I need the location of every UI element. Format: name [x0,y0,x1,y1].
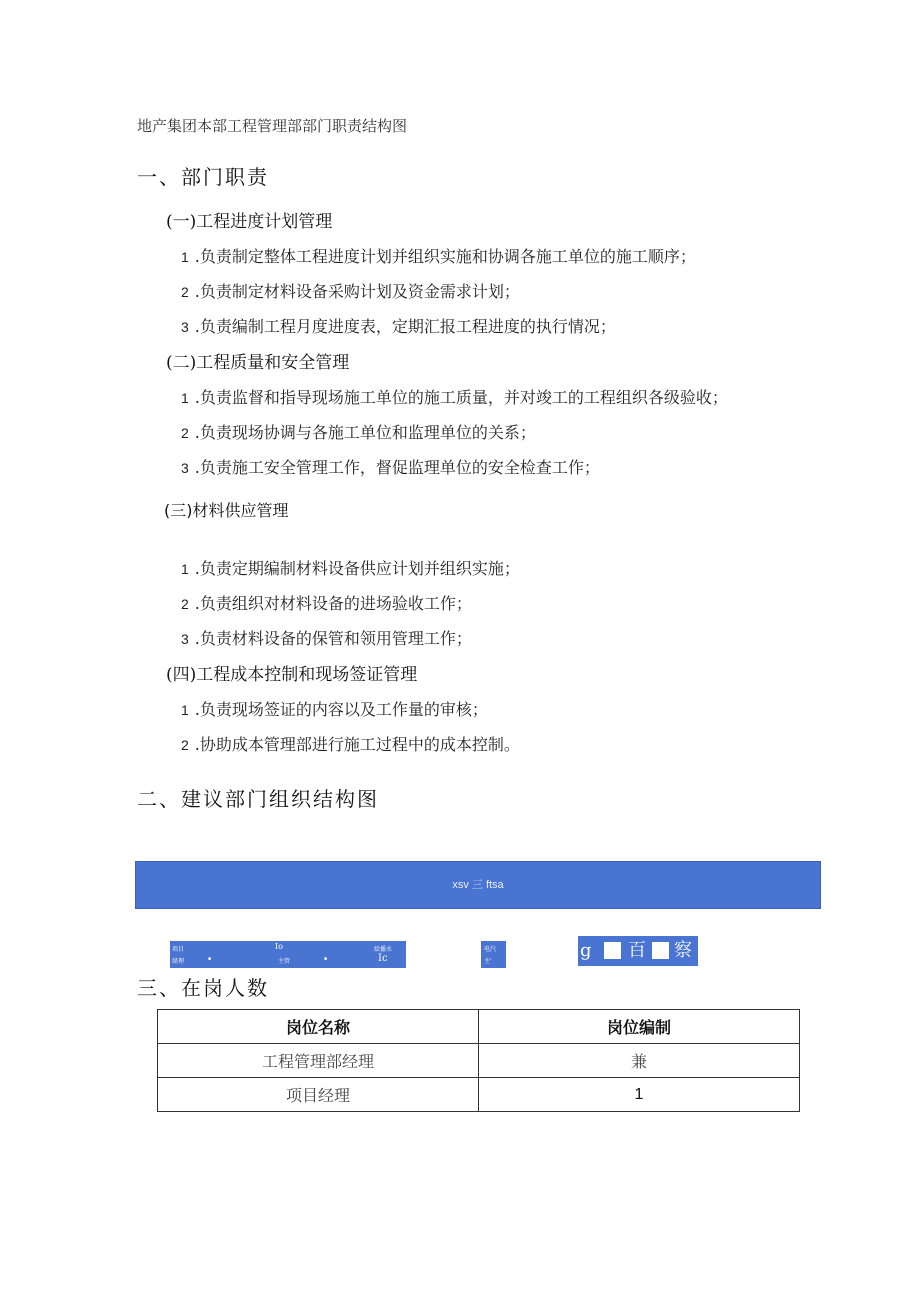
item-number: 1 [181,561,189,577]
list-item [181,420,536,443]
org-label: 経理 [172,959,185,965]
org-marker: ■ [324,956,328,962]
org-chart-box-supervision [578,936,698,966]
org-label: 察 [674,940,692,961]
list-item [181,385,728,408]
item-number: 1 [181,702,189,718]
item-text: .协助成本管理部进行施工过程中的成本控制。 [194,735,520,754]
org-label: Ic [378,953,388,964]
list-item [181,556,520,579]
section-heading-duties: 一、部门职责 [137,165,269,189]
table-cell: 兼 [479,1044,800,1078]
item-number: 2 [181,425,189,441]
item-text: .负责组织对材料设备的进场验收工作； [194,594,472,613]
item-text: .负责制定材料设备采购计划及资金需求计划； [194,282,520,301]
org-label: 絵播水 [374,947,393,953]
table-cell: 工程管理部经理 [158,1044,479,1078]
column-header-position: 岗位名称 [158,1010,479,1044]
item-text: .负责制定整体工程进度计划并组织实施和协调各施工单位的施工顺序； [194,247,696,266]
org-label: 項目 [172,947,185,953]
item-text: .负责定期编制材料设备供应计划并组织实施； [194,559,520,578]
org-label: 主管 [278,959,291,965]
item-text: .负责现场协调与各施工单位和监理单位的关系； [194,423,536,442]
item-number: 2 [181,737,189,753]
placeholder-square [604,942,621,959]
list-item [181,279,520,302]
list-item [181,591,472,614]
list-item [181,697,488,720]
org-label: Io [275,942,283,951]
section-heading-staff: 三、在岗人数 [137,976,269,1000]
item-text: .负责材料设备的保管和领用管理工作； [194,629,472,648]
org-chart-box-project [170,941,406,968]
table-row [158,1078,800,1112]
item-text: .负责现场签证的内容以及工作量的审核； [194,700,488,719]
item-number: 1 [181,249,189,265]
table-header-row [158,1010,800,1044]
table-cell: 项目经理 [158,1078,479,1112]
column-header-quota: 岗位编制 [479,1010,800,1044]
org-label: 电汽 [484,947,497,953]
list-item [181,626,472,649]
list-item [181,314,616,337]
org-label: g [580,940,592,961]
list-item [181,455,600,478]
document-title: 地产集团本部工程管理部部门职责结构图 [137,117,408,135]
item-number: 2 [181,284,189,300]
list-item [181,732,520,755]
table-row [158,1044,800,1078]
placeholder-square [652,942,669,959]
org-chart-banner: xsv 三 ftsa [135,861,821,909]
item-number: 3 [181,460,189,476]
group-heading-cost: (四)工程成本控制和现场签证管理 [166,665,418,685]
item-number: 3 [181,319,189,335]
group-heading-materials: (三)材料供应管理 [164,501,289,520]
staff-table [157,1009,800,1112]
section-heading-org: 二、建议部门组织结构图 [137,787,379,811]
org-chart-box-electric [481,941,506,968]
list-item [181,244,696,267]
item-text: .负责监督和指导现场施工单位的施工质量，并对竣工的工程组织各级验收； [194,388,728,407]
group-heading-quality: (二)工程质量和安全管理 [166,353,350,373]
item-text: .负责施工安全管理工作，督促监理单位的安全检查工作； [194,458,600,477]
item-number: 1 [181,390,189,406]
org-marker: ■ [208,956,212,962]
group-heading-progress: (一)工程进度计划管理 [166,212,333,232]
org-label: 主' [484,959,492,965]
table-cell: 1 [479,1078,800,1112]
org-label: 百 [628,940,646,961]
item-text: .负责编制工程月度进度表，定期汇报工程进度的执行情况； [194,317,616,336]
item-number: 3 [181,631,189,647]
item-number: 2 [181,596,189,612]
